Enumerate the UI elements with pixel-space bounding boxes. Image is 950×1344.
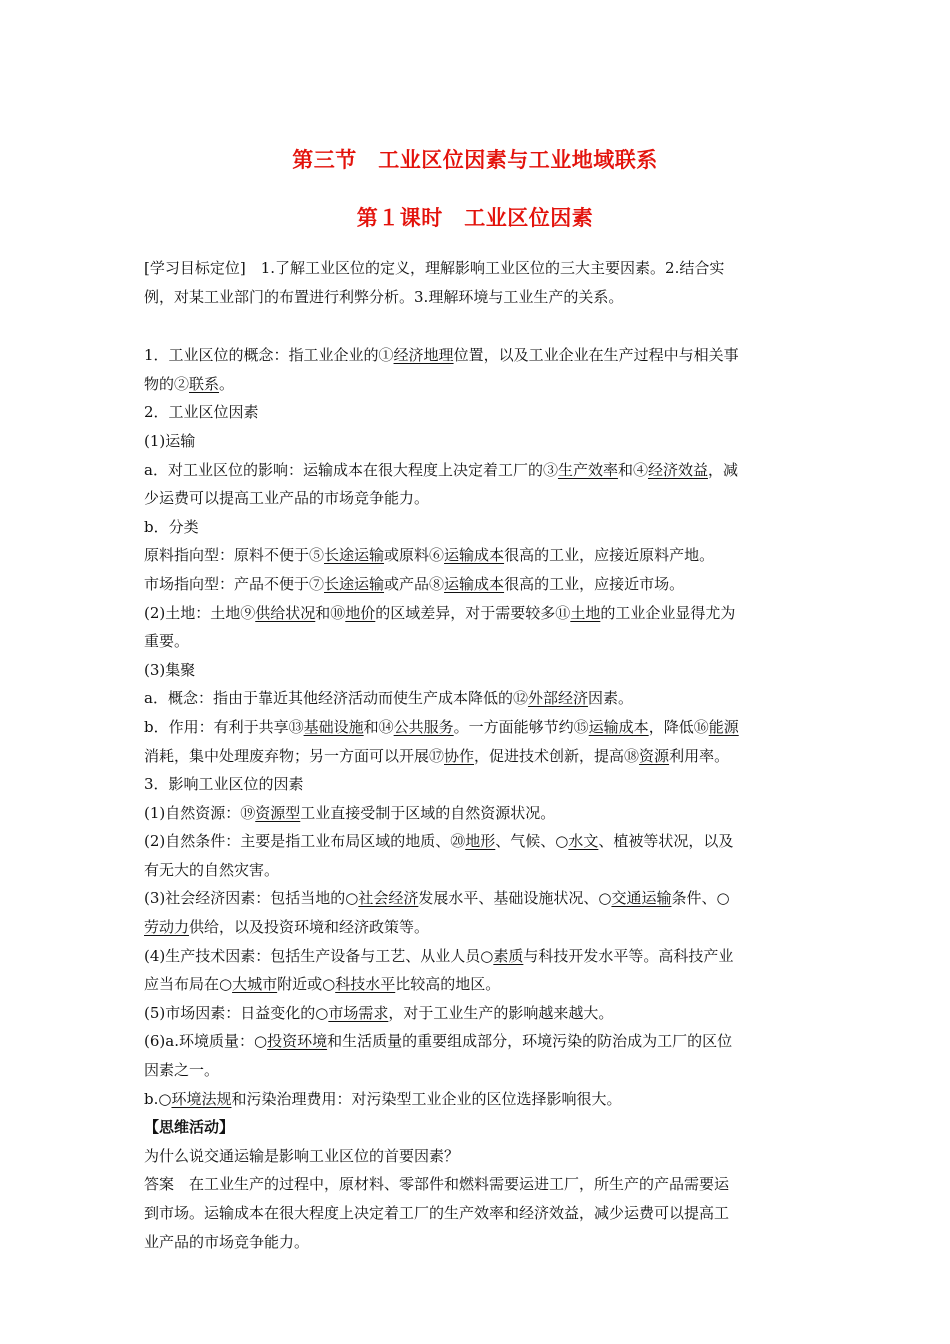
text-line [144,599,812,628]
text-line [144,942,812,971]
text-segment: 因素之一。 [144,1061,220,1080]
text-segment: a．对工业区位的影响：运输成本在很大程度上决定着工厂的③ [144,460,558,479]
answer-blank: 运输成本 [444,574,505,593]
text-line [144,713,812,742]
text-segment: 与科技开发水平等。高科技产业 [523,946,734,965]
text-segment: 到市场。运输成本在很大程度上决定着工厂的生产效率和经济效益，减少运费可以提高工 [144,1204,730,1222]
text-segment: 和⑩ [315,603,346,622]
text-segment: 的工业企业显得尤为 [600,603,736,622]
text-segment: 比较高的地区。 [395,975,501,994]
text-segment: 3．影响工业区位的因素 [144,775,304,794]
text-segment: 发展水平、基础设施状况、○ [418,889,612,908]
text-line [144,283,812,312]
text-segment: 利用率。 [669,746,730,765]
text-segment: 重要。 [144,632,190,651]
text-line [144,341,812,370]
text-line [144,398,812,427]
text-line [144,1142,812,1171]
text-segment: (2)自然条件：主要是指工业布局区域的地质、⑳ [144,832,466,851]
answer-blank: 社会经济 [358,889,419,908]
answer-blank: 长途运输 [324,546,385,565]
text-segment: 或产品⑧ [384,574,445,593]
text-segment: a．概念：指由于靠近其他经济活动而使生产成本降低的⑫ [144,689,528,708]
text-segment: 位置，以及工业企业在生产过程中与相关事 [453,346,739,365]
text-line [144,1027,812,1056]
text-segment: (3)集聚 [144,660,196,679]
text-segment: 市场指向型：产品不便于⑦ [144,574,325,593]
text-segment: 的区域差异，对于需要较多⑪ [375,603,571,622]
text-segment: 工业直接受制于区域的自然资源状况。 [300,803,556,822]
text-line [144,513,812,542]
text-line [144,370,812,399]
text-segment: 应当布局在○ [144,975,233,994]
main-text [144,341,812,1256]
text-line [144,1228,812,1257]
text-line [144,970,812,999]
text-line [144,1113,812,1142]
text-line [144,484,812,513]
text-segment: 、植被等状况，以及 [598,832,734,851]
text-line [144,656,812,685]
text-segment: 【思维活动】 [144,1118,235,1137]
text-segment: 或原料⑥ [384,546,445,565]
text-segment: ，降低⑯ [648,717,709,736]
answer-blank: 供给状况 [255,603,316,622]
text-segment: 条件、○ [671,889,730,908]
lesson-title: 第１课时 工业区位因素 [356,206,594,230]
text-line [144,770,812,799]
text-line [144,742,812,771]
text-segment: 有无大的自然灾害。 [144,860,280,879]
answer-blank: 地形 [465,832,496,851]
document-body [144,254,812,1256]
answer-blank: 公共服务 [393,717,454,736]
text-segment: ，减 [708,460,739,479]
text-segment: (4)生产技术因素：包括生产设备与工艺、从业人员○ [144,946,494,965]
text-line [144,913,812,942]
text-line [144,254,812,283]
text-segment: 例，对某工业部门的布置进行利弊分析。3.理解环境与工业生产的关系。 [144,287,624,306]
text-segment: b．分类 [144,517,199,536]
text-segment: 。 [219,374,235,393]
answer-blank: 环境法规 [171,1089,232,1108]
answer-blank: 地价 [345,603,376,622]
paragraph-gap [144,311,812,341]
text-segment: 因素。 [587,689,633,708]
text-segment: (5)市场因素：日益变化的○ [144,1003,329,1022]
answer-blank: 投资环境 [267,1032,328,1051]
answer-blank: 外部经济 [527,689,588,708]
text-line [144,456,812,485]
answer-blank: 协作 [444,746,475,765]
text-segment: 原料指向型：原料不便于⑤ [144,546,325,565]
text-segment: 2．工业区位因素 [144,403,259,422]
text-segment: b.○ [144,1089,172,1108]
answer-blank: 水文 [568,832,599,851]
text-segment: (2)土地：土地⑨ [144,603,256,622]
answer-blank: 经济效益 [647,460,708,479]
answer-blank: 资源型 [255,803,301,822]
text-segment: 附近或○ [277,975,336,994]
answer-blank: 大城市 [232,975,278,994]
text-segment: 为什么说交通运输是影响工业区位的首要因素？ [144,1146,460,1165]
text-line [144,799,812,828]
text-line [144,627,812,656]
text-line [144,1056,812,1085]
text-segment: ，促进技术创新，提高⑱ [474,746,640,765]
text-segment: 物的② [144,374,190,393]
answer-blank: 市场需求 [328,1003,389,1022]
answer-blank: 联系 [189,374,220,393]
answer-blank: 基础设施 [303,717,364,736]
text-segment: ，对于工业生产的影响越来越大。 [388,1003,614,1022]
answer-blank: 劳动力 [144,918,190,937]
text-segment: 。一方面能够节约⑮ [453,717,589,736]
text-line [144,427,812,456]
text-segment: 和生活质量的重要组成部分，环境污染的防治成为工厂的区位 [327,1032,733,1051]
answer-blank: 经济地理 [393,346,454,365]
text-segment: 和⑭ [363,717,394,736]
answer-blank: 资源 [639,746,670,765]
answer-blank: 运输成本 [444,546,505,565]
answer-blank: 能源 [708,717,739,736]
text-line [144,570,812,599]
answer-blank: 运输成本 [588,717,649,736]
answer-blank: 素质 [493,946,524,965]
text-segment: 很高的工业，应接近原料产地。 [504,546,715,565]
text-segment: 和④ [617,460,648,479]
text-segment: 消耗，集中处理废弃物；另一方面可以开展⑰ [144,746,445,765]
text-line [144,884,812,913]
text-line [144,684,812,713]
text-line [144,827,812,856]
text-line [144,541,812,570]
text-segment: 答案 在工业生产的过程中，原材料、零部件和燃料需要运进工厂，所生产的产品需要运 [144,1175,730,1194]
text-segment: (6)a.环境质量：○ [144,1032,268,1051]
text-segment: 很高的工业，应接近市场。 [504,574,685,593]
section-title: 第三节 工业区位因素与工业地域联系 [292,148,658,172]
text-segment: 供给，以及投资环境和经济政策等。 [189,918,430,937]
answer-blank: 生产效率 [557,460,618,479]
text-line [144,1199,812,1228]
text-segment: [学习目标定位] 1.了解工业区位的定义，理解影响工业区位的三大主要因素。2.结合实 [144,259,725,277]
text-segment: (1)自然资源：⑲ [144,803,256,822]
text-segment: 、气候、○ [495,832,569,851]
text-line [144,1085,812,1114]
text-segment: (1)运输 [144,431,196,450]
text-segment: (3)社会经济因素：包括当地的○ [144,889,359,908]
text-line [144,999,812,1028]
text-line [144,856,812,885]
answer-blank: 长途运输 [324,574,385,593]
answer-blank: 交通运输 [611,889,672,908]
text-segment: 1．工业区位的概念：指工业企业的① [144,346,394,365]
answer-blank: 土地 [570,603,601,622]
learning-objectives [144,254,812,311]
text-segment: b．作用：有利于共享⑬ [144,717,304,736]
text-line [144,1170,812,1199]
text-segment: 业产品的市场竞争能力。 [144,1232,310,1251]
text-segment: 和污染治理费用：对污染型工业企业的区位选择影响很大。 [231,1089,622,1108]
text-segment: 少运费可以提高工业产品的市场竞争能力。 [144,489,430,508]
answer-blank: 科技水平 [335,975,396,994]
